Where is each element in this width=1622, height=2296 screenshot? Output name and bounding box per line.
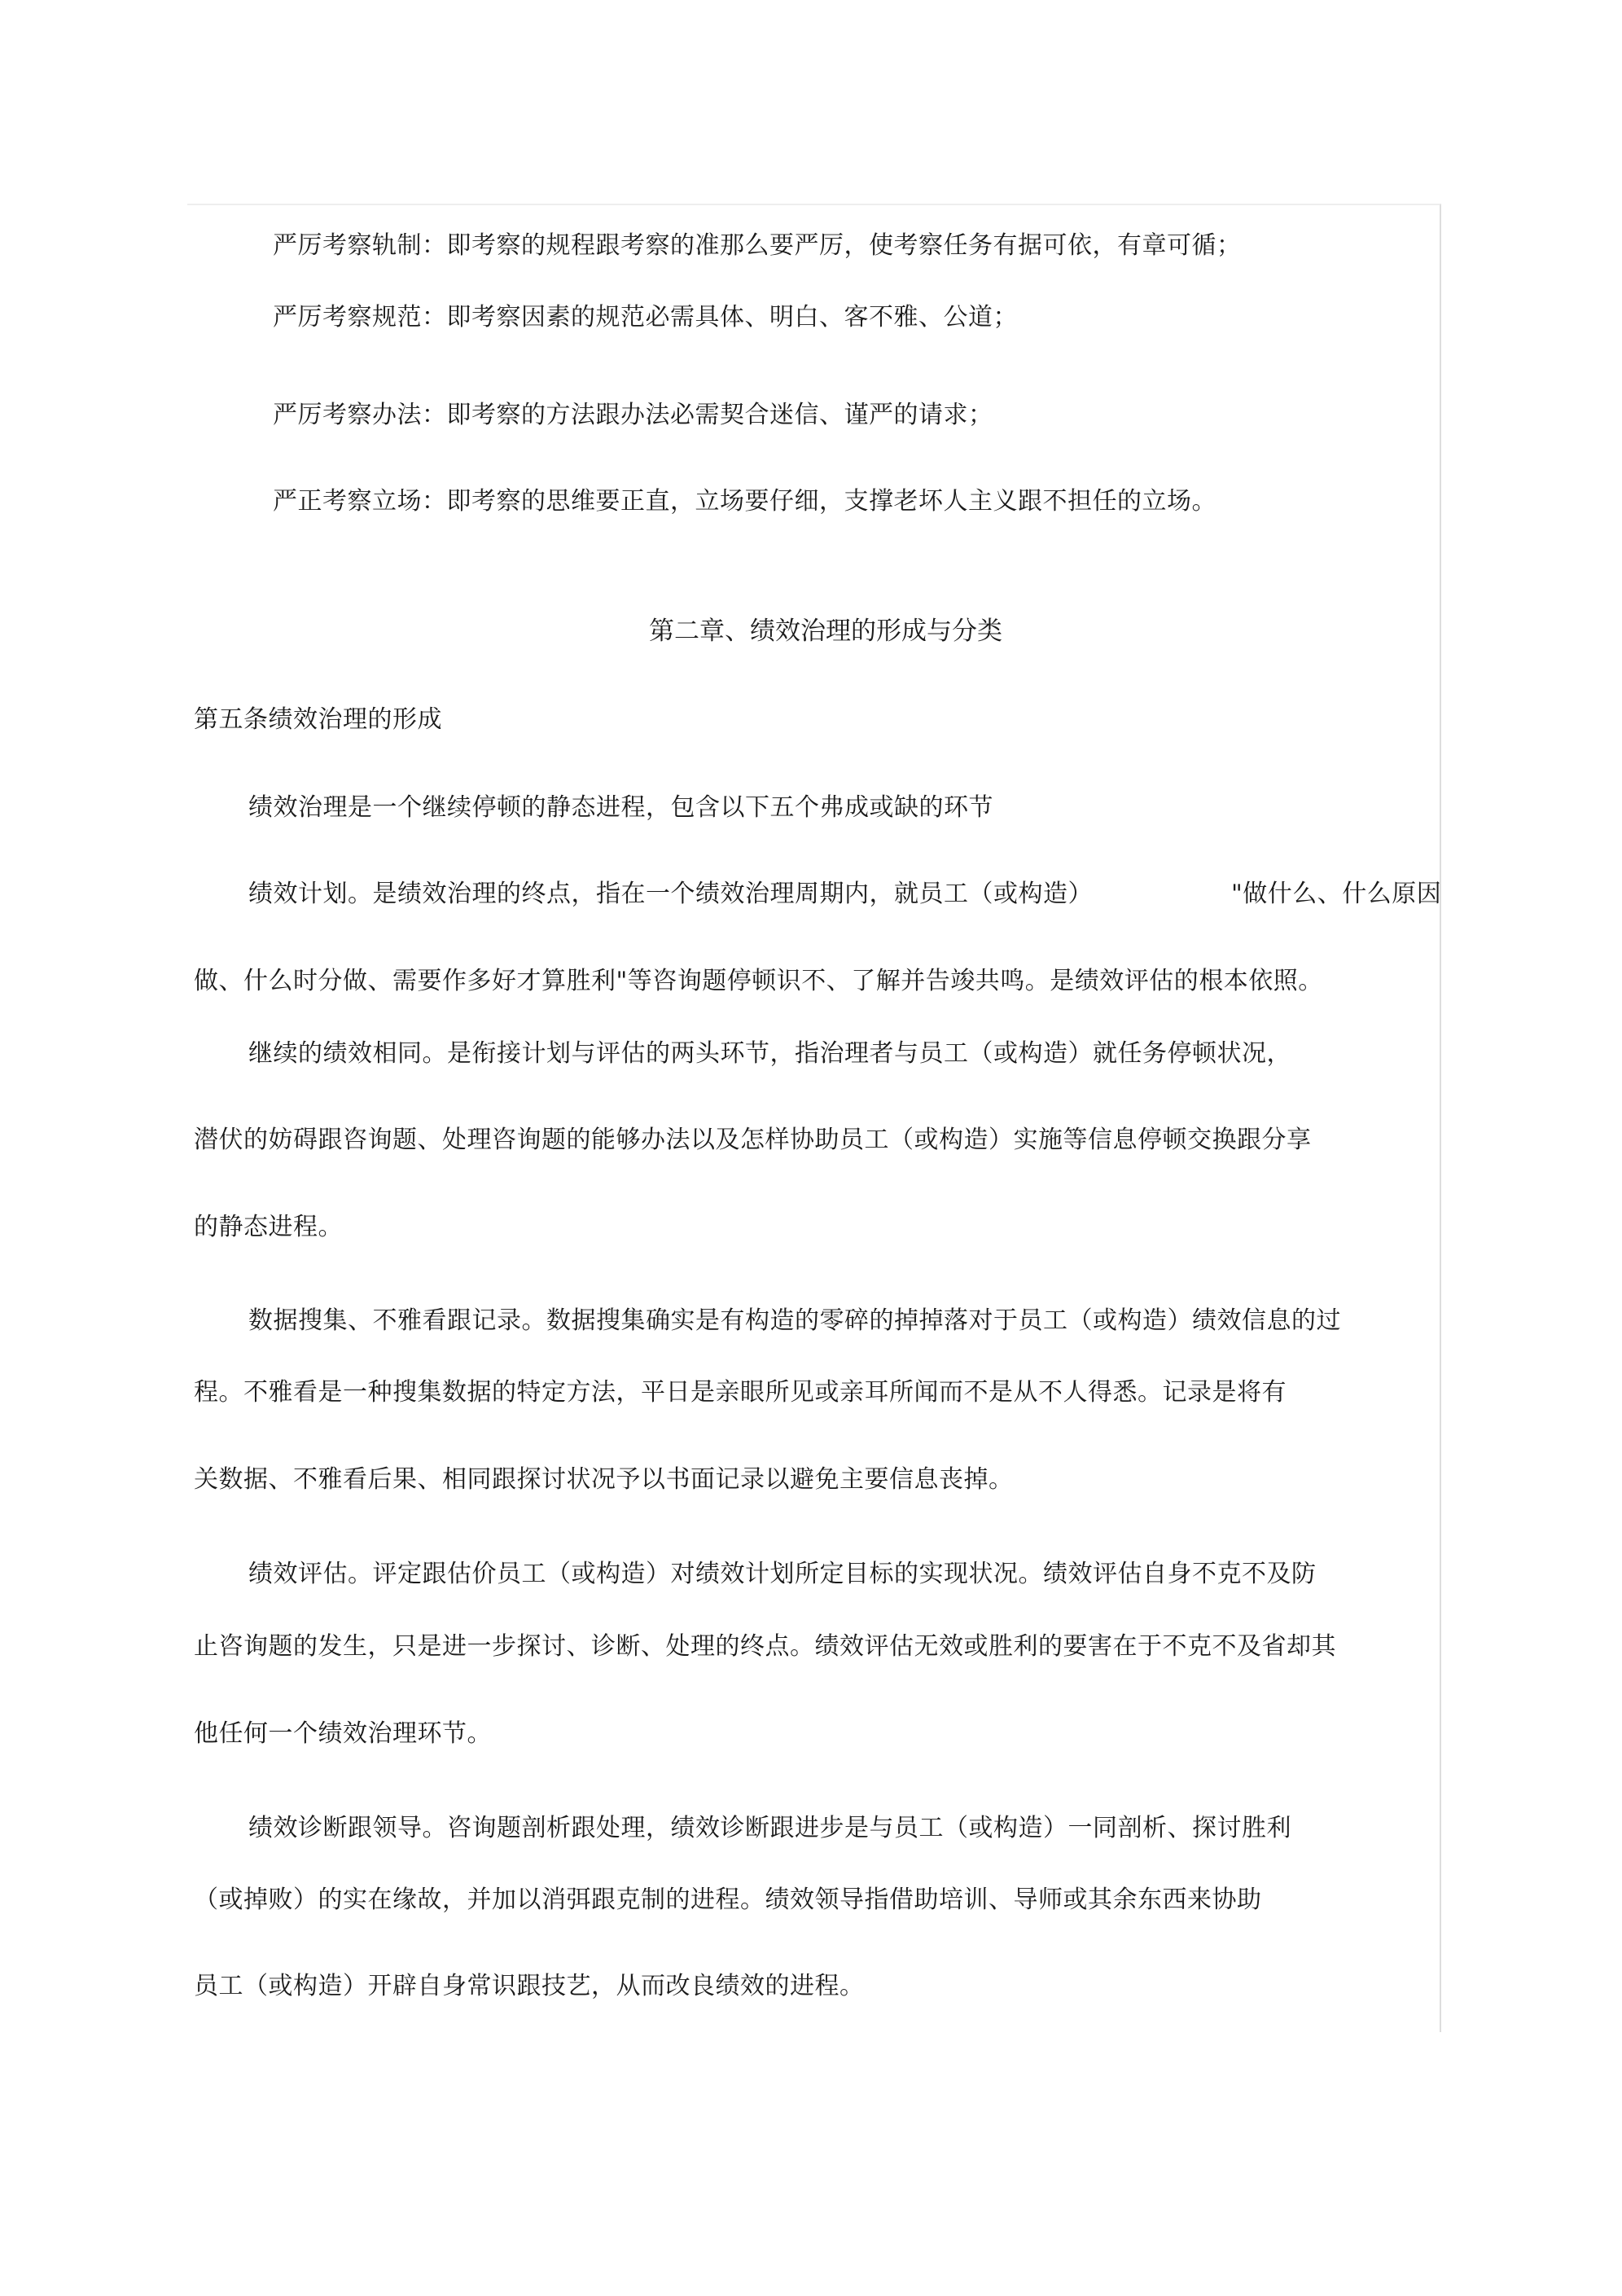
principle-rules: 严厉考察轨制：即考察的规程跟考察的准那么要严厉，使考察任务有据可依，有章可循； bbox=[273, 231, 1242, 260]
communication-line-3: 的静态进程。 bbox=[194, 1213, 343, 1241]
plan-line-1: 绩效计划。是绩效治理的终点，指在一个绩效治理周期内，就员工（或构造） bbox=[248, 880, 1093, 908]
diagnosis-line-2: （或掉败）的实在缘故，并加以消弭跟克制的进程。绩效领导指借助培训、导师或其余东西来协助 bbox=[194, 1886, 1262, 1914]
plan-line-2: 做、什么时分做、需要作多好才算胜利"等咨询题停顿识不、了解并告竣共鸣。是绩效评估的根本依照。 bbox=[194, 967, 1323, 995]
communication-line-1: 继续的绩效相同。是衔接计划与评估的两头环节，指治理者与员工（或构造）就任务停顿状况， bbox=[248, 1039, 1291, 1068]
evaluation-line-1: 绩效评估。评定跟估价员工（或构造）对绩效计划所定目标的实现状况。绩效评估自身不克不及防 bbox=[248, 1560, 1317, 1588]
plan-line-1-quote: "做什么、什么原因 bbox=[1231, 880, 1442, 908]
communication-line-2: 潜伏的妨碍跟咨询题、处理咨询题的能够办法以及怎样协助员工（或构造）实施等信息停顿交换跟分享 bbox=[194, 1126, 1312, 1154]
article-title: 第五条绩效治理的形成 bbox=[194, 705, 442, 734]
diagnosis-line-3: 员工（或构造）开辟自身常识跟技艺，从而改良绩效的进程。 bbox=[194, 1972, 865, 2000]
chapter-title: 第二章、绩效治理的形成与分类 bbox=[649, 617, 1002, 646]
principle-standards: 严厉考察规范：即考察因素的规范必需具体、明白、客不雅、公道； bbox=[273, 303, 1018, 331]
evaluation-line-3: 他任何一个绩效治理环节。 bbox=[194, 1719, 492, 1748]
page-frame bbox=[187, 204, 1441, 2032]
diagnosis-line-1: 绩效诊断跟领导。咨询题剖析跟处理，绩效诊断跟进步是与员工（或构造）一同剖析、探讨胜利 bbox=[248, 1814, 1291, 1842]
principle-attitude: 严正考察立场：即考察的思维要正直，立场要仔细，支撑老坏人主义跟不担任的立场。 bbox=[273, 487, 1216, 516]
data-collection-line-3: 关数据、不雅看后果、相同跟探讨状况予以书面记录以避免主要信息丧掉。 bbox=[194, 1465, 1014, 1494]
evaluation-line-2: 止咨询题的发生，只是进一步探讨、诊断、处理的终点。绩效评估无效或胜利的要害在于不克不及省却其 bbox=[194, 1632, 1336, 1661]
intro-paragraph: 绩效治理是一个继续停顿的静态进程，包含以下五个弗成或缺的环节 bbox=[248, 793, 993, 822]
data-collection-line-1: 数据搜集、不雅看跟记录。数据搜集确实是有构造的零碎的掉掉落对于员工（或构造）绩效信息的过 bbox=[248, 1306, 1341, 1335]
data-collection-line-2: 程。不雅看是一种搜集数据的特定方法，平日是亲眼所见或亲耳所闻而不是从不人得悉。记录是将有 bbox=[194, 1378, 1287, 1407]
principle-methods: 严厉考察办法：即考察的方法跟办法必需契合迷信、谨严的请求； bbox=[273, 401, 993, 429]
